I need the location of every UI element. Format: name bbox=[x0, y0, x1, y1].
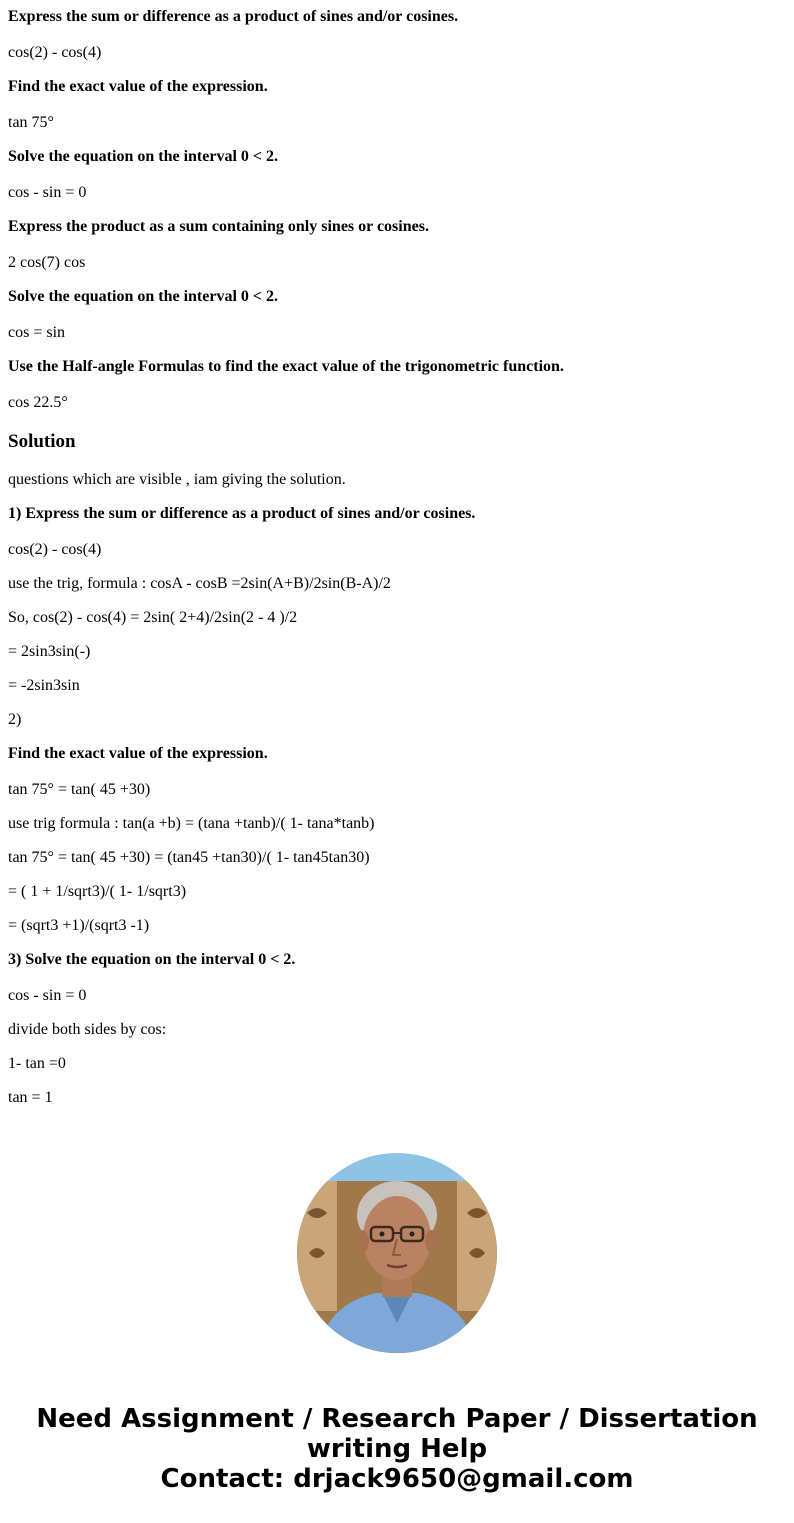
solution-heading: Solution bbox=[8, 431, 76, 452]
question-2-expression: tan 75° bbox=[8, 114, 54, 131]
solution-line: divide both sides by cos: bbox=[8, 1021, 167, 1038]
question-3-expression: cos - sin = 0 bbox=[8, 184, 87, 201]
footer-line-1: Need Assignment / Research Paper / Dissertation bbox=[36, 1404, 758, 1434]
portrait-image bbox=[297, 1153, 497, 1353]
solution-line: use trig formula : tan(a +b) = (tana +tanb)/( 1- tana*tanb) bbox=[8, 815, 375, 832]
question-4-expression: 2 cos(7) cos bbox=[8, 254, 86, 271]
solution-line: tan = 1 bbox=[8, 1089, 53, 1106]
solution-line: cos(2) - cos(4) bbox=[8, 541, 102, 558]
question-5-expression: cos = sin bbox=[8, 324, 66, 341]
question-3-title: Solve the equation on the interval 0 < 2. bbox=[8, 148, 279, 165]
question-5-title: Solve the equation on the interval 0 < 2. bbox=[8, 288, 279, 305]
solution-line: tan 75° = tan( 45 +30) = (tan45 +tan30)/( 1- tan45tan30) bbox=[8, 849, 370, 866]
footer-contact: Contact: drjack9650@gmail.com bbox=[160, 1464, 634, 1494]
question-4-title: Express the product as a sum containing only sines or cosines. bbox=[8, 218, 429, 235]
solution-line: use the trig, formula : cosA - cosB =2sin(A+B)/2sin(B-A)/2 bbox=[8, 575, 391, 592]
footer-banner bbox=[0, 1404, 794, 1494]
question-2-title: Find the exact value of the expression. bbox=[8, 78, 268, 95]
solution-line: 1) Express the sum or difference as a product of sines and/or cosines. bbox=[8, 505, 476, 522]
solution-line: = 2sin3sin(-) bbox=[8, 643, 91, 660]
solution-line: cos - sin = 0 bbox=[8, 987, 87, 1004]
question-6-expression: cos 22.5° bbox=[8, 394, 68, 411]
solution-line: = (sqrt3 +1)/(sqrt3 -1) bbox=[8, 917, 150, 934]
solution-line: 2) bbox=[8, 711, 22, 728]
question-6-title: Use the Half-angle Formulas to find the exact value of the trigonometric function. bbox=[8, 358, 564, 375]
solution-line: = ( 1 + 1/sqrt3)/( 1- 1/sqrt3) bbox=[8, 883, 187, 900]
solution-line: So, cos(2) - cos(4) = 2sin( 2+4)/2sin(2 - 4 )/2 bbox=[8, 609, 298, 626]
solution-line: Find the exact value of the expression. bbox=[8, 745, 268, 762]
solution-line: questions which are visible , iam giving the solution. bbox=[8, 471, 346, 488]
question-1-title: Express the sum or difference as a product of sines and/or cosines. bbox=[8, 8, 459, 25]
footer-line-2: writing Help bbox=[306, 1434, 488, 1464]
solution-line: tan 75° = tan( 45 +30) bbox=[8, 781, 151, 798]
solution-line: = -2sin3sin bbox=[8, 677, 80, 694]
solution-line: 3) Solve the equation on the interval 0 < 2. bbox=[8, 951, 296, 968]
solution-line: 1- tan =0 bbox=[8, 1055, 66, 1072]
author-photo bbox=[297, 1153, 497, 1353]
question-1-expression: cos(2) - cos(4) bbox=[8, 44, 102, 61]
